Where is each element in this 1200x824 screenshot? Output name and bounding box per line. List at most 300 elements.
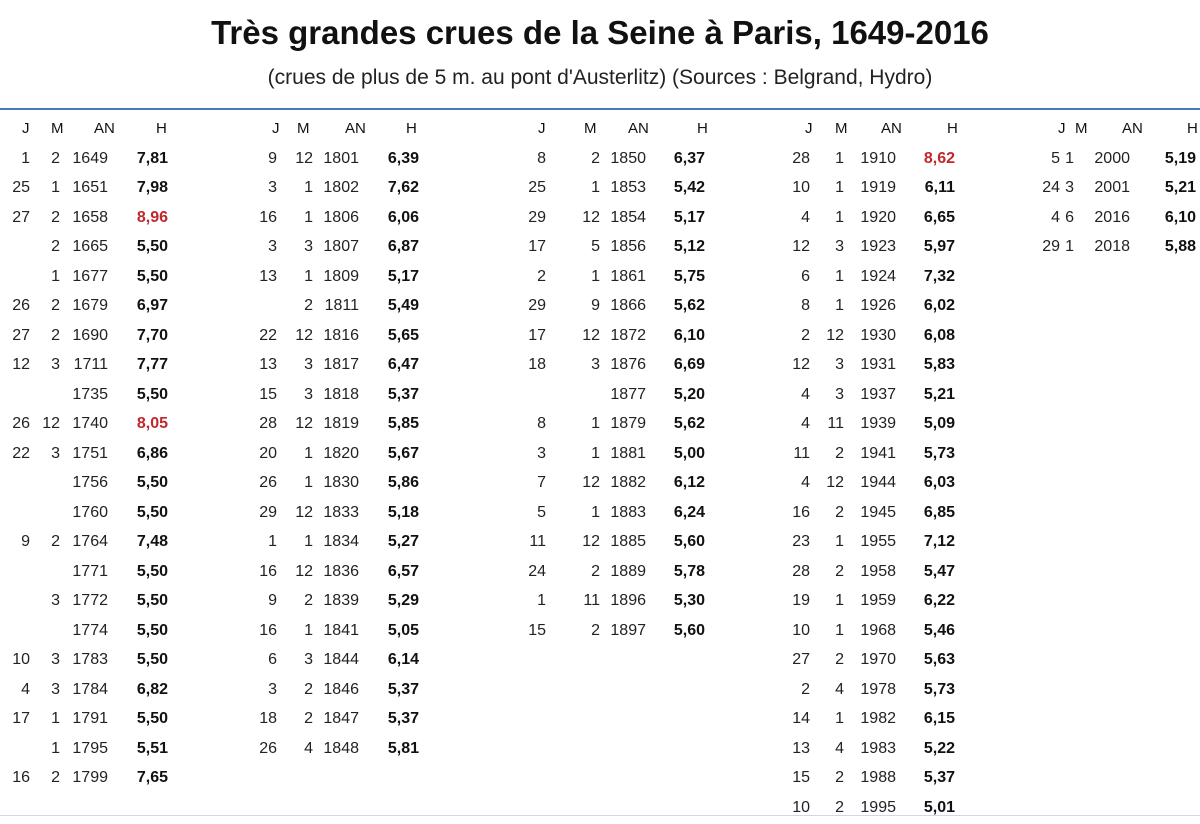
table-row <box>760 618 960 648</box>
table-row <box>253 470 453 500</box>
cell-year: 1801 <box>323 150 359 168</box>
cell-day: 29 <box>528 209 546 227</box>
cell-height: 5,50 <box>137 563 168 581</box>
cell-year: 1924 <box>860 268 896 286</box>
cell-year: 1820 <box>323 445 359 463</box>
table-row <box>253 293 453 323</box>
cell-year: 1658 <box>72 209 108 227</box>
cell-day: 7 <box>537 474 546 492</box>
table-row <box>506 500 706 530</box>
cell-month: 2 <box>51 327 60 345</box>
cell-month: 11 <box>583 592 600 610</box>
cell-day: 9 <box>268 150 277 168</box>
table-row <box>0 677 200 707</box>
header-divider <box>0 108 1200 110</box>
cell-height: 5,49 <box>388 297 419 315</box>
table-row <box>760 264 960 294</box>
table-row <box>506 293 706 323</box>
cell-day: 18 <box>528 356 546 374</box>
cell-day: 13 <box>792 740 810 758</box>
cell-month: 5 <box>591 238 600 256</box>
table-row <box>1038 234 1200 264</box>
cell-height: 5,50 <box>137 651 168 669</box>
cell-height: 5,37 <box>924 769 955 787</box>
cell-height: 6,10 <box>1165 209 1196 227</box>
cell-height: 7,65 <box>137 769 168 787</box>
table-row <box>253 352 453 382</box>
cell-year: 1830 <box>323 474 359 492</box>
cell-year: 1885 <box>610 533 646 551</box>
cell-year: 1816 <box>323 327 359 345</box>
cell-height: 5,05 <box>388 622 419 640</box>
cell-year: 1783 <box>72 651 108 669</box>
table-row <box>253 647 453 677</box>
cell-day: 11 <box>529 533 546 551</box>
cell-year: 1791 <box>72 710 108 728</box>
cell-day: 22 <box>259 327 277 345</box>
cell-month: 3 <box>51 651 60 669</box>
cell-year: 1937 <box>860 386 896 404</box>
table-row <box>253 677 453 707</box>
cell-year: 1690 <box>72 327 108 345</box>
cell-day: 6 <box>801 268 810 286</box>
cell-height: 5,50 <box>137 622 168 640</box>
cell-day: 15 <box>528 622 546 640</box>
cell-year: 1771 <box>72 563 108 581</box>
table-row <box>760 411 960 441</box>
cell-height: 6,85 <box>924 504 955 522</box>
cell-month: 3 <box>304 386 313 404</box>
cell-height: 5,17 <box>388 268 419 286</box>
table-row <box>506 529 706 559</box>
cell-year: 1836 <box>323 563 359 581</box>
cell-height: 5,46 <box>924 622 955 640</box>
cell-day: 3 <box>268 179 277 197</box>
cell-height: 6,86 <box>137 445 168 463</box>
cell-height: 6,08 <box>924 327 955 345</box>
table-row <box>760 234 960 264</box>
cell-month: 1 <box>1065 238 1074 256</box>
cell-month: 2 <box>51 297 60 315</box>
cell-day: 4 <box>801 386 810 404</box>
cell-height: 6,87 <box>388 238 419 256</box>
cell-height: 5,78 <box>674 563 705 581</box>
cell-day: 20 <box>259 445 277 463</box>
cell-month: 2 <box>835 563 844 581</box>
cell-height: 5,75 <box>674 268 705 286</box>
table-row <box>760 352 960 382</box>
cell-year: 1677 <box>72 268 108 286</box>
cell-height: 6,02 <box>924 297 955 315</box>
cell-height: 5,81 <box>388 740 419 758</box>
cell-day: 8 <box>537 415 546 433</box>
cell-year: 1649 <box>72 150 108 168</box>
cell-day: 22 <box>12 445 30 463</box>
cell-height: 6,10 <box>674 327 705 345</box>
cell-month: 12 <box>582 209 600 227</box>
cell-month: 1 <box>835 150 844 168</box>
table-row <box>0 382 200 412</box>
header-month: M <box>1075 120 1088 137</box>
cell-month: 2 <box>591 563 600 581</box>
cell-height: 6,15 <box>924 710 955 728</box>
cell-height: 5,62 <box>674 415 705 433</box>
cell-height: 6,82 <box>137 681 168 699</box>
table-row <box>760 293 960 323</box>
cell-height: 5,22 <box>924 740 955 758</box>
cell-month: 12 <box>826 474 844 492</box>
cell-month: 1 <box>591 179 600 197</box>
table-row <box>760 559 960 589</box>
table-row <box>253 146 453 176</box>
cell-height: 5,12 <box>674 238 705 256</box>
cell-month: 12 <box>582 327 600 345</box>
cell-month: 6 <box>1065 209 1074 227</box>
cell-day: 23 <box>792 533 810 551</box>
header-day: J <box>538 120 546 137</box>
cell-year: 1983 <box>860 740 896 758</box>
cell-year: 1988 <box>860 769 896 787</box>
cell-day: 4 <box>801 209 810 227</box>
cell-height: 6,22 <box>924 592 955 610</box>
cell-height: 5,97 <box>924 238 955 256</box>
table-row <box>253 323 453 353</box>
cell-day: 18 <box>259 710 277 728</box>
header-year: AN <box>1122 120 1143 137</box>
cell-year: 1809 <box>323 268 359 286</box>
cell-day: 3 <box>537 445 546 463</box>
cell-height: 5,85 <box>388 415 419 433</box>
cell-month: 12 <box>826 327 844 345</box>
cell-year: 1817 <box>323 356 359 374</box>
cell-year: 1970 <box>860 651 896 669</box>
table-row <box>0 765 200 795</box>
table-column-3 <box>506 116 706 647</box>
column-header-row <box>0 116 200 146</box>
cell-year: 1856 <box>610 238 646 256</box>
table-row <box>253 500 453 530</box>
cell-height: 5,27 <box>388 533 419 551</box>
table-row <box>253 382 453 412</box>
cell-year: 1806 <box>323 209 359 227</box>
cell-day: 1 <box>268 533 277 551</box>
cell-month: 2 <box>304 297 313 315</box>
cell-day: 13 <box>259 268 277 286</box>
cell-month: 3 <box>591 356 600 374</box>
table-row <box>0 146 200 176</box>
cell-year: 1679 <box>72 297 108 315</box>
cell-height: 6,39 <box>388 150 419 168</box>
cell-year: 1897 <box>610 622 646 640</box>
cell-year: 1896 <box>610 592 646 610</box>
cell-year: 1866 <box>610 297 646 315</box>
cell-year: 1819 <box>323 415 359 433</box>
table-row <box>1038 175 1200 205</box>
cell-month: 1 <box>304 179 313 197</box>
cell-year: 1711 <box>74 356 108 374</box>
cell-height: 5,60 <box>674 533 705 551</box>
cell-month: 2 <box>835 504 844 522</box>
cell-month: 1 <box>304 474 313 492</box>
cell-day: 10 <box>792 179 810 197</box>
cell-month: 3 <box>1065 179 1074 197</box>
cell-month: 1 <box>51 740 60 758</box>
cell-day: 3 <box>268 681 277 699</box>
cell-height: 7,62 <box>388 179 419 197</box>
cell-year: 1841 <box>323 622 359 640</box>
cell-height: 5,42 <box>674 179 705 197</box>
cell-height: 5,73 <box>924 445 955 463</box>
cell-day: 12 <box>792 356 810 374</box>
cell-day: 11 <box>793 445 810 463</box>
table-row <box>0 529 200 559</box>
cell-month: 3 <box>51 356 60 374</box>
table-row <box>506 352 706 382</box>
cell-height: 8,96 <box>137 209 168 227</box>
cell-height: 6,97 <box>137 297 168 315</box>
table-row <box>0 736 200 766</box>
table-row <box>253 559 453 589</box>
table-row <box>253 618 453 648</box>
table-row <box>760 588 960 618</box>
cell-month: 1 <box>591 445 600 463</box>
cell-height: 6,03 <box>924 474 955 492</box>
cell-height: 6,24 <box>674 504 705 522</box>
table-row <box>0 411 200 441</box>
table-row <box>760 647 960 677</box>
cell-month: 2 <box>835 769 844 787</box>
cell-month: 3 <box>51 445 60 463</box>
cell-year: 1818 <box>323 386 359 404</box>
cell-day: 13 <box>259 356 277 374</box>
cell-year: 2001 <box>1094 179 1130 197</box>
cell-day: 2 <box>537 268 546 286</box>
cell-day: 16 <box>259 209 277 227</box>
cell-year: 1959 <box>860 592 896 610</box>
table-row <box>760 736 960 766</box>
cell-month: 2 <box>304 592 313 610</box>
cell-height: 7,48 <box>137 533 168 551</box>
cell-day: 9 <box>21 533 30 551</box>
cell-day: 10 <box>792 799 810 817</box>
cell-month: 1 <box>304 209 313 227</box>
table-row <box>253 588 453 618</box>
cell-day: 15 <box>259 386 277 404</box>
cell-height: 5,30 <box>674 592 705 610</box>
cell-month: 12 <box>295 563 313 581</box>
table-column-4 <box>760 116 960 824</box>
table-row <box>1038 205 1200 235</box>
cell-month: 12 <box>295 415 313 433</box>
bottom-divider <box>0 815 1200 816</box>
cell-month: 3 <box>304 356 313 374</box>
cell-height: 5,67 <box>388 445 419 463</box>
cell-year: 2000 <box>1094 150 1130 168</box>
cell-day: 4 <box>1051 209 1060 227</box>
header-day: J <box>22 120 30 137</box>
table-row <box>253 736 453 766</box>
table-column-1 <box>0 116 200 795</box>
header-year: AN <box>345 120 366 137</box>
table-row <box>0 559 200 589</box>
cell-day: 28 <box>792 563 810 581</box>
cell-month: 2 <box>51 209 60 227</box>
table-row <box>0 500 200 530</box>
table-column-2 <box>253 116 453 765</box>
table-row <box>253 264 453 294</box>
cell-height: 5,63 <box>924 651 955 669</box>
cell-day: 19 <box>792 592 810 610</box>
cell-day: 26 <box>259 740 277 758</box>
cell-height: 5,51 <box>137 740 168 758</box>
cell-height: 5,29 <box>388 592 419 610</box>
cell-day: 2 <box>801 327 810 345</box>
cell-year: 1958 <box>860 563 896 581</box>
header-year: AN <box>881 120 902 137</box>
cell-height: 5,86 <box>388 474 419 492</box>
table-row <box>760 146 960 176</box>
cell-month: 1 <box>835 179 844 197</box>
table-row <box>506 382 706 412</box>
cell-day: 9 <box>268 592 277 610</box>
cell-height: 5,65 <box>388 327 419 345</box>
table-row <box>1038 146 1200 176</box>
cell-year: 1995 <box>860 799 896 817</box>
table-row <box>506 470 706 500</box>
cell-year: 1844 <box>323 651 359 669</box>
cell-day: 10 <box>12 651 30 669</box>
cell-year: 1784 <box>72 681 108 699</box>
cell-month: 2 <box>591 150 600 168</box>
column-header-row <box>1038 116 1200 146</box>
cell-height: 6,06 <box>388 209 419 227</box>
header-month: M <box>51 120 64 137</box>
cell-height: 6,69 <box>674 356 705 374</box>
cell-year: 1839 <box>323 592 359 610</box>
cell-day: 27 <box>792 651 810 669</box>
cell-month: 12 <box>582 474 600 492</box>
cell-year: 1879 <box>610 415 646 433</box>
cell-height: 5,21 <box>924 386 955 404</box>
table-row <box>0 293 200 323</box>
cell-height: 5,19 <box>1165 150 1196 168</box>
cell-year: 1926 <box>860 297 896 315</box>
cell-year: 1872 <box>610 327 646 345</box>
table-row <box>0 647 200 677</box>
cell-month: 1 <box>304 622 313 640</box>
cell-day: 16 <box>12 769 30 787</box>
cell-month: 3 <box>835 356 844 374</box>
cell-day: 16 <box>792 504 810 522</box>
header-height: H <box>156 120 167 137</box>
cell-year: 1751 <box>72 445 108 463</box>
cell-month: 2 <box>835 799 844 817</box>
cell-month: 9 <box>591 297 600 315</box>
cell-year: 1802 <box>323 179 359 197</box>
cell-year: 1882 <box>610 474 646 492</box>
table-row <box>760 382 960 412</box>
cell-height: 5,17 <box>674 209 705 227</box>
cell-day: 28 <box>259 415 277 433</box>
cell-day: 24 <box>528 563 546 581</box>
cell-month: 3 <box>51 681 60 699</box>
cell-month: 12 <box>582 533 600 551</box>
cell-height: 5,50 <box>137 238 168 256</box>
table-row <box>506 234 706 264</box>
cell-month: 3 <box>304 238 313 256</box>
cell-height: 5,37 <box>388 681 419 699</box>
table-row <box>760 529 960 559</box>
cell-day: 6 <box>268 651 277 669</box>
cell-year: 1756 <box>72 474 108 492</box>
page-subtitle: (crues de plus de 5 m. au pont d'Austerlitz) (Sources : Belgrand, Hydro) <box>0 66 1200 90</box>
cell-month: 2 <box>51 533 60 551</box>
cell-month: 3 <box>835 386 844 404</box>
cell-month: 12 <box>295 327 313 345</box>
cell-day: 5 <box>537 504 546 522</box>
table-row <box>760 323 960 353</box>
cell-year: 1811 <box>325 297 359 315</box>
cell-month: 2 <box>591 622 600 640</box>
table-row <box>0 234 200 264</box>
cell-day: 27 <box>12 209 30 227</box>
cell-month: 2 <box>304 710 313 728</box>
cell-year: 1764 <box>72 533 108 551</box>
cell-month: 11 <box>827 415 844 433</box>
table-row <box>506 146 706 176</box>
cell-day: 1 <box>21 150 30 168</box>
cell-year: 1939 <box>860 415 896 433</box>
cell-month: 1 <box>835 710 844 728</box>
cell-height: 5,50 <box>137 710 168 728</box>
cell-height: 6,14 <box>388 651 419 669</box>
cell-year: 1834 <box>323 533 359 551</box>
cell-day: 29 <box>528 297 546 315</box>
cell-year: 1850 <box>610 150 646 168</box>
cell-day: 24 <box>1042 179 1060 197</box>
cell-height: 7,12 <box>924 533 955 551</box>
table-row <box>506 205 706 235</box>
cell-year: 1740 <box>72 415 108 433</box>
table-row <box>506 441 706 471</box>
cell-month: 4 <box>835 740 844 758</box>
cell-month: 3 <box>835 238 844 256</box>
cell-day: 1 <box>537 592 546 610</box>
cell-day: 8 <box>801 297 810 315</box>
cell-month: 1 <box>51 179 60 197</box>
cell-height: 5,01 <box>924 799 955 817</box>
cell-height: 5,18 <box>388 504 419 522</box>
cell-height: 5,00 <box>674 445 705 463</box>
table-row <box>760 677 960 707</box>
cell-day: 2 <box>801 681 810 699</box>
cell-year: 1795 <box>72 740 108 758</box>
header-month: M <box>835 120 848 137</box>
cell-year: 1978 <box>860 681 896 699</box>
cell-month: 2 <box>304 681 313 699</box>
cell-height: 5,62 <box>674 297 705 315</box>
table-row <box>760 706 960 736</box>
cell-year: 1920 <box>860 209 896 227</box>
table-row <box>0 588 200 618</box>
header-day: J <box>272 120 280 137</box>
cell-year: 1955 <box>860 533 896 551</box>
cell-year: 1941 <box>860 445 896 463</box>
cell-year: 1799 <box>72 769 108 787</box>
cell-day: 27 <box>12 327 30 345</box>
cell-height: 7,98 <box>137 179 168 197</box>
cell-height: 6,47 <box>388 356 419 374</box>
